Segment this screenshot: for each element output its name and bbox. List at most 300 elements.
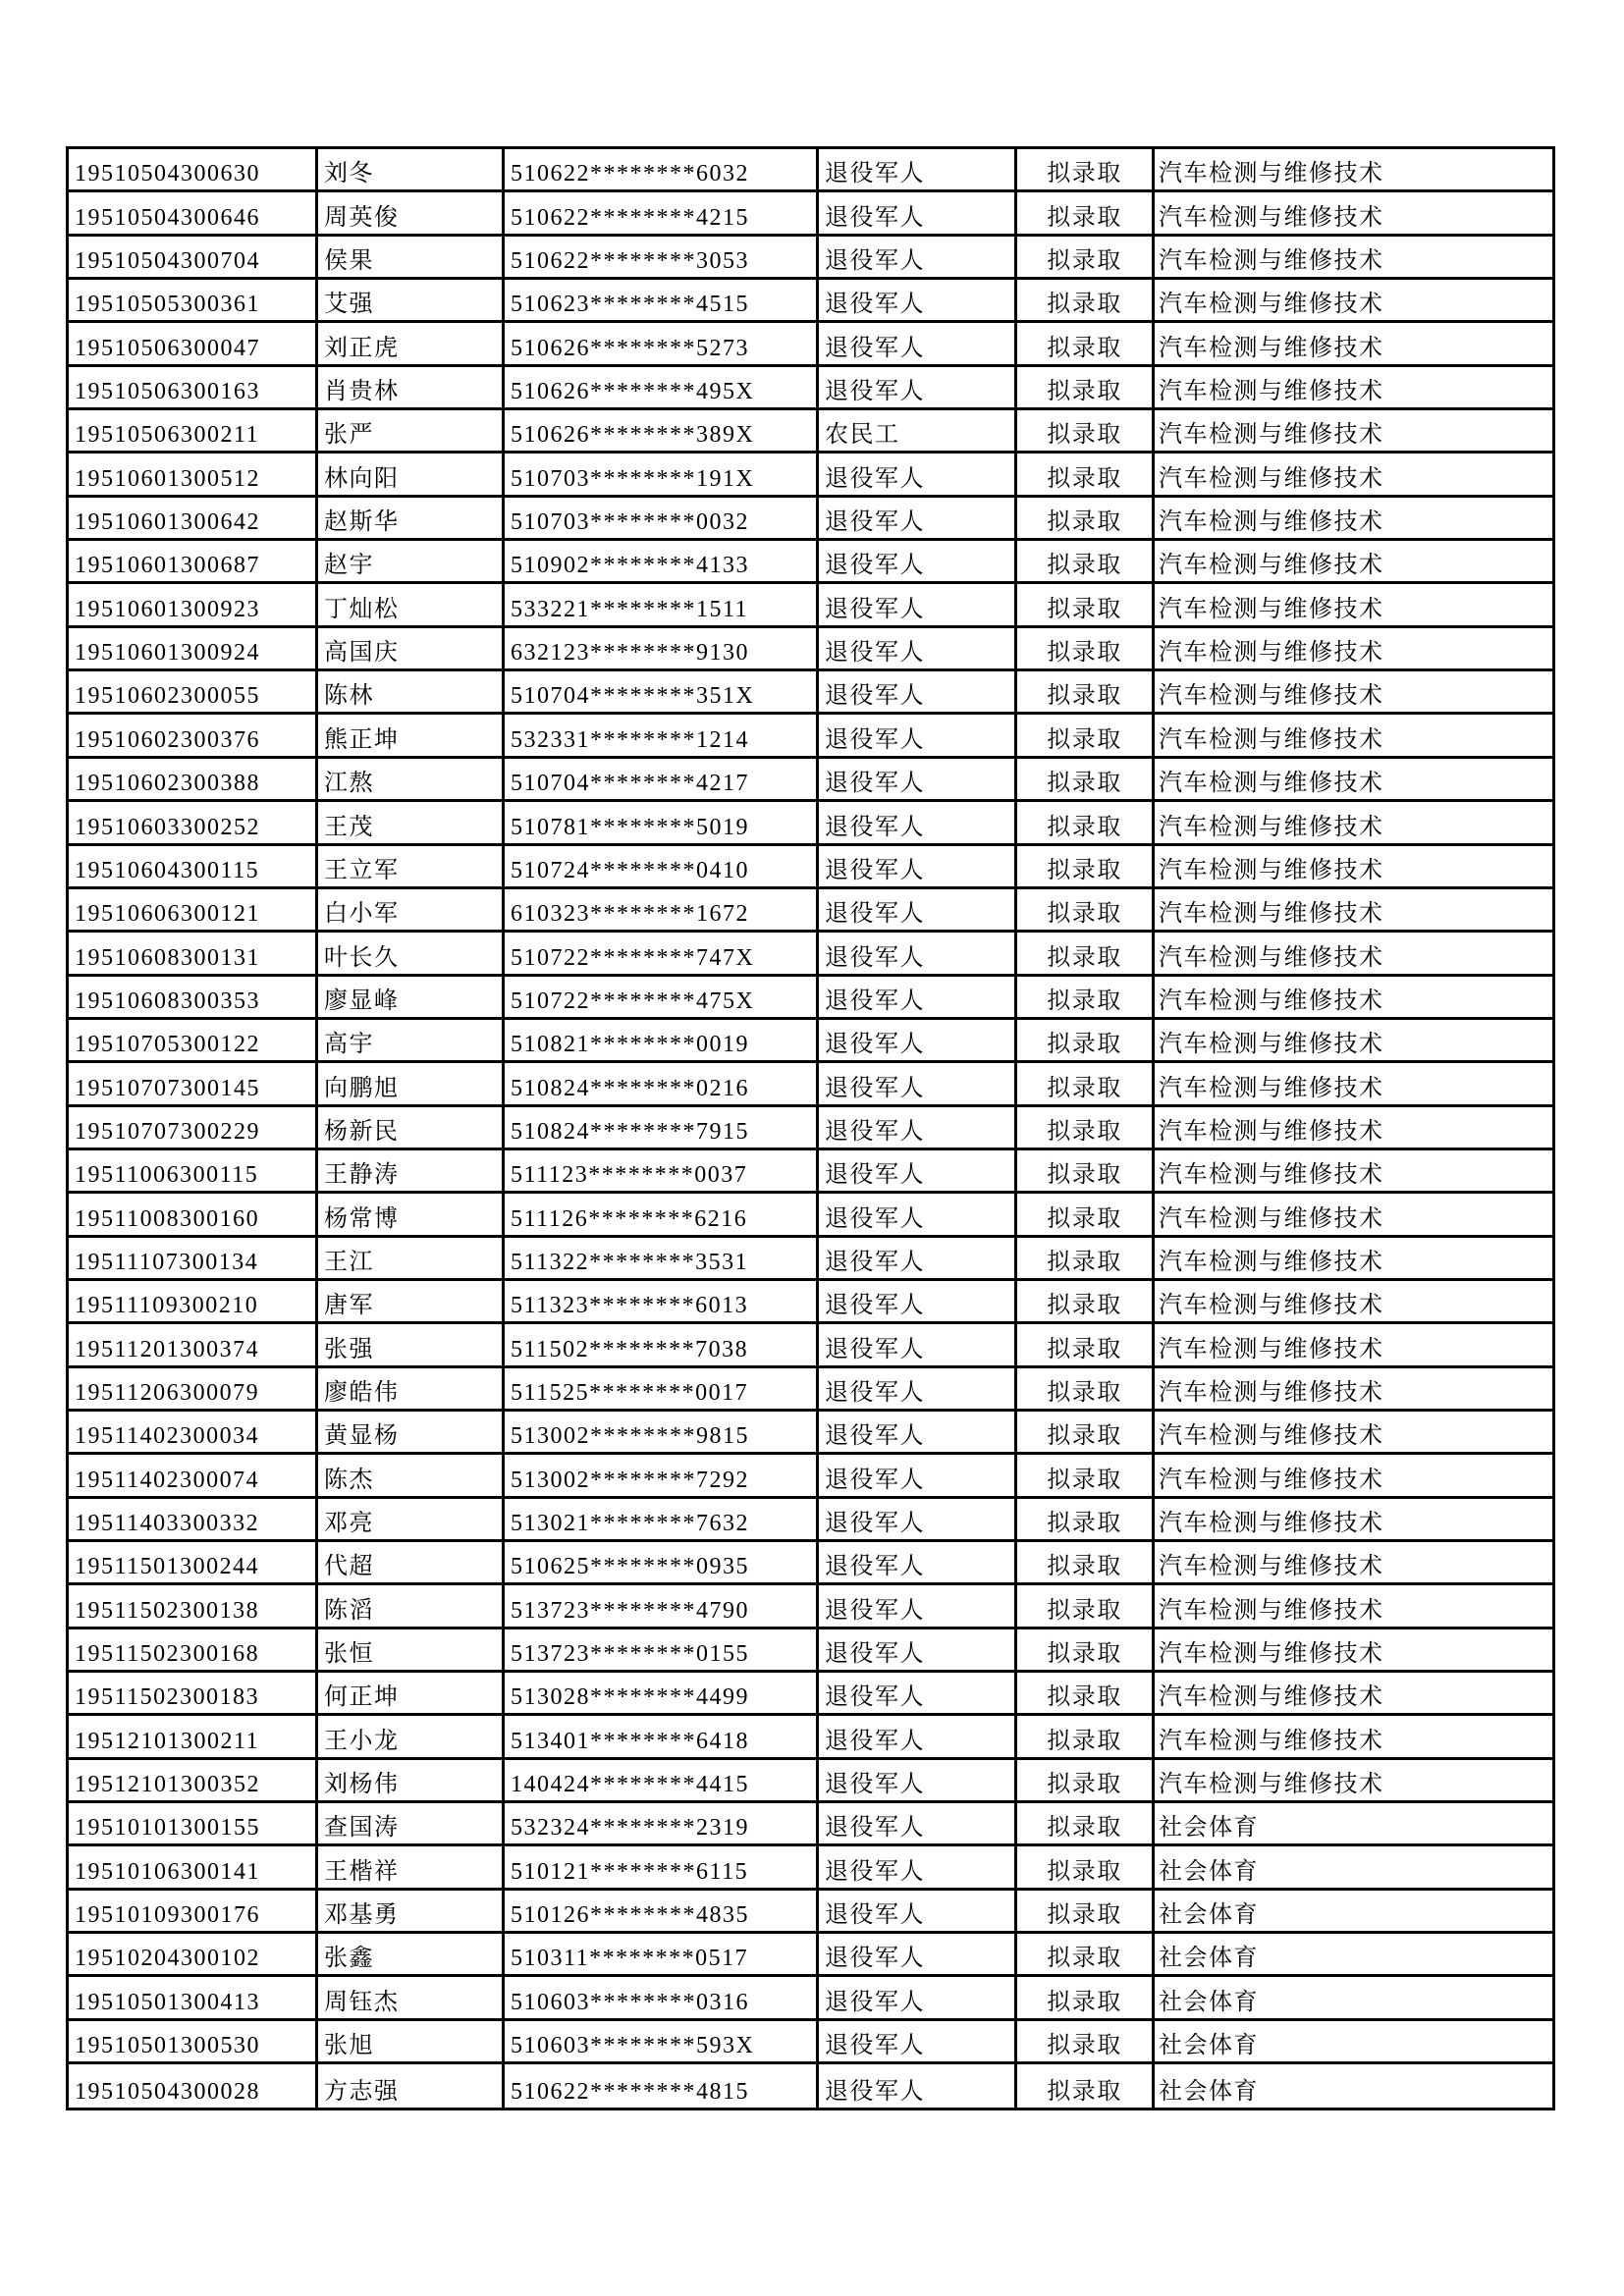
id-card-cell: 510703********191X <box>505 454 819 494</box>
id-card-cell: 510126********4835 <box>505 1891 819 1931</box>
major-cell: 汽车检测与维修技术 <box>1159 465 1384 492</box>
table-row <box>69 1499 1552 1542</box>
id-card-cell: 510626********495X <box>505 367 819 407</box>
id-card-cell: 510703********0032 <box>505 498 819 538</box>
major-cell: 汽车检测与维修技术 <box>1159 379 1384 405</box>
status-cell: 拟录取 <box>1017 846 1155 886</box>
major-cell: 社会体育 <box>1159 1815 1259 1842</box>
major-cell: 汽车检测与维修技术 <box>1159 292 1384 318</box>
status-cell: 拟录取 <box>1017 1716 1155 1756</box>
category-cell: 退役军人 <box>819 1107 1017 1148</box>
exam-number-cell: 19510504300028 <box>69 2064 318 2108</box>
table-row <box>69 1803 1552 1846</box>
status-cell: 拟录取 <box>1017 1803 1155 1843</box>
name-cell: 黄显杨 <box>318 1412 505 1452</box>
name-cell: 江熬 <box>318 759 505 799</box>
status-cell: 拟录取 <box>1017 237 1155 277</box>
name-cell: 王江 <box>318 1238 505 1278</box>
category-cell: 退役军人 <box>819 280 1017 320</box>
major-cell: 汽车检测与维修技术 <box>1159 944 1384 971</box>
table-row <box>69 498 1552 541</box>
exam-number-cell: 19510101300155 <box>69 1803 318 1843</box>
table-row <box>69 1977 1552 2020</box>
status-cell: 拟录取 <box>1017 1194 1155 1234</box>
major-cell: 汽车检测与维修技术 <box>1159 726 1384 753</box>
category-cell: 退役军人 <box>819 802 1017 842</box>
category-cell: 退役军人 <box>819 1020 1017 1060</box>
name-cell: 方志强 <box>318 2064 505 2108</box>
category-cell: 退役军人 <box>819 149 1017 189</box>
name-cell: 王小龙 <box>318 1716 505 1756</box>
id-card-cell: 510625********0935 <box>505 1542 819 1582</box>
table-row <box>69 1846 1552 1890</box>
status-cell: 拟录取 <box>1017 541 1155 581</box>
id-card-cell: 140424********4415 <box>505 1760 819 1800</box>
name-cell: 王楷祥 <box>318 1846 505 1887</box>
status-cell: 拟录取 <box>1017 1846 1155 1887</box>
table-row <box>69 2064 1552 2108</box>
id-card-cell: 532331********1214 <box>505 715 819 755</box>
id-card-cell: 513401********6418 <box>505 1716 819 1756</box>
name-cell: 邓基勇 <box>318 1891 505 1931</box>
category-cell: 退役军人 <box>819 1150 1017 1191</box>
id-card-cell: 510622********6032 <box>505 149 819 189</box>
status-cell: 拟录取 <box>1017 1063 1155 1103</box>
exam-number-cell: 19511501300244 <box>69 1542 318 1582</box>
table-row <box>69 1412 1552 1455</box>
name-cell: 周钰杰 <box>318 1977 505 2017</box>
id-card-cell: 511502********7038 <box>505 1324 819 1364</box>
name-cell: 高国庆 <box>318 628 505 668</box>
status-cell: 拟录取 <box>1017 759 1155 799</box>
major-cell: 汽车检测与维修技术 <box>1159 1423 1384 1450</box>
name-cell: 张旭 <box>318 2021 505 2061</box>
name-cell: 张强 <box>318 1324 505 1364</box>
major-cell: 社会体育 <box>1159 1946 1259 1972</box>
status-cell: 拟录取 <box>1017 323 1155 363</box>
table-row <box>69 1934 1552 1977</box>
id-card-cell: 511123********0037 <box>505 1150 819 1191</box>
status-cell: 拟录取 <box>1017 367 1155 407</box>
id-card-cell: 510722********475X <box>505 977 819 1017</box>
name-cell: 张鑫 <box>318 1934 505 1974</box>
category-cell: 退役军人 <box>819 1324 1017 1364</box>
status-cell: 拟录取 <box>1017 410 1155 451</box>
id-card-cell: 513723********4790 <box>505 1585 819 1626</box>
name-cell: 王立军 <box>318 846 505 886</box>
exam-number-cell: 19510604300115 <box>69 846 318 886</box>
status-cell: 拟录取 <box>1017 498 1155 538</box>
name-cell: 熊正坤 <box>318 715 505 755</box>
exam-number-cell: 19510705300122 <box>69 1020 318 1060</box>
category-cell: 退役军人 <box>819 1455 1017 1495</box>
status-cell: 拟录取 <box>1017 149 1155 189</box>
table-row <box>69 802 1552 845</box>
major-cell: 汽车检测与维修技术 <box>1159 204 1384 231</box>
table-row <box>69 846 1552 889</box>
id-card-cell: 532324********2319 <box>505 1803 819 1843</box>
category-cell: 退役军人 <box>819 628 1017 668</box>
table-row <box>69 280 1552 323</box>
status-cell: 拟录取 <box>1017 1760 1155 1800</box>
id-card-cell: 510622********4815 <box>505 2064 819 2108</box>
id-card-cell: 513002********7292 <box>505 1455 819 1495</box>
exam-number-cell: 19510707300229 <box>69 1107 318 1148</box>
name-cell: 向鹏旭 <box>318 1063 505 1103</box>
major-cell: 汽车检测与维修技术 <box>1159 1205 1384 1232</box>
exam-number-cell: 19511502300183 <box>69 1673 318 1713</box>
exam-number-cell: 19511403300332 <box>69 1499 318 1539</box>
category-cell: 退役军人 <box>819 1238 1017 1278</box>
category-cell: 退役军人 <box>819 192 1017 233</box>
exam-number-cell: 19510608300353 <box>69 977 318 1017</box>
id-card-cell: 510824********7915 <box>505 1107 819 1148</box>
category-cell: 退役军人 <box>819 1194 1017 1234</box>
id-card-cell: 510902********4133 <box>505 541 819 581</box>
exam-number-cell: 19510501300530 <box>69 2021 318 2061</box>
exam-number-cell: 19510504300646 <box>69 192 318 233</box>
major-cell: 汽车检测与维修技术 <box>1159 1597 1384 1624</box>
category-cell: 退役军人 <box>819 1760 1017 1800</box>
table-row <box>69 1063 1552 1106</box>
exam-number-cell: 19512101300352 <box>69 1760 318 1800</box>
name-cell: 刘杨伟 <box>318 1760 505 1800</box>
major-cell: 汽车检测与维修技术 <box>1159 640 1384 667</box>
table-row <box>69 933 1552 976</box>
id-card-cell: 510603********593X <box>505 2021 819 2061</box>
table-row <box>69 367 1552 410</box>
exam-number-cell: 19510505300361 <box>69 280 318 320</box>
table-row <box>69 715 1552 758</box>
table-row <box>69 1194 1552 1237</box>
category-cell: 退役军人 <box>819 1803 1017 1843</box>
status-cell: 拟录取 <box>1017 802 1155 842</box>
name-cell: 代超 <box>318 1542 505 1582</box>
category-cell: 退役军人 <box>819 1585 1017 1626</box>
table-row <box>69 1281 1552 1324</box>
status-cell: 拟录取 <box>1017 1150 1155 1191</box>
id-card-cell: 510724********0410 <box>505 846 819 886</box>
major-cell: 汽车检测与维修技术 <box>1159 1511 1384 1536</box>
id-card-cell: 533221********1511 <box>505 584 819 624</box>
major-cell: 社会体育 <box>1159 2079 1259 2106</box>
category-cell: 退役军人 <box>819 671 1017 712</box>
exam-number-cell: 19511502300168 <box>69 1629 318 1670</box>
table-row <box>69 1716 1552 1759</box>
name-cell: 肖贵林 <box>318 367 505 407</box>
name-cell: 杨新民 <box>318 1107 505 1148</box>
exam-number-cell: 19511107300134 <box>69 1238 318 1278</box>
id-card-cell: 510121********6115 <box>505 1846 819 1887</box>
major-cell: 汽车检测与维修技术 <box>1159 1336 1384 1362</box>
category-cell: 退役军人 <box>819 498 1017 538</box>
status-cell: 拟录取 <box>1017 977 1155 1017</box>
status-cell: 拟录取 <box>1017 1238 1155 1278</box>
status-cell: 拟录取 <box>1017 192 1155 233</box>
id-card-cell: 610323********1672 <box>505 889 819 930</box>
major-cell: 汽车检测与维修技术 <box>1159 814 1384 840</box>
category-cell: 退役军人 <box>819 1891 1017 1931</box>
exam-number-cell: 19510506300211 <box>69 410 318 451</box>
category-cell: 退役军人 <box>819 1846 1017 1887</box>
category-cell: 退役军人 <box>819 933 1017 973</box>
category-cell: 退役军人 <box>819 541 1017 581</box>
major-cell: 汽车检测与维修技术 <box>1159 901 1384 928</box>
id-card-cell: 511322********3531 <box>505 1238 819 1278</box>
id-card-cell: 510626********5273 <box>505 323 819 363</box>
id-card-cell: 510704********351X <box>505 671 819 712</box>
table-row <box>69 1585 1552 1629</box>
exam-number-cell: 19511008300160 <box>69 1194 318 1234</box>
exam-number-cell: 19510707300145 <box>69 1063 318 1103</box>
table-row <box>69 1891 1552 1934</box>
major-cell: 汽车检测与维修技术 <box>1159 596 1384 622</box>
table-row <box>69 671 1552 715</box>
category-cell: 退役军人 <box>819 1499 1017 1539</box>
category-cell: 农民工 <box>819 410 1017 451</box>
name-cell: 刘冬 <box>318 149 505 189</box>
name-cell: 艾强 <box>318 280 505 320</box>
category-cell: 退役军人 <box>819 1629 1017 1670</box>
name-cell: 赵宇 <box>318 541 505 581</box>
category-cell: 退役军人 <box>819 1542 1017 1582</box>
major-cell: 汽车检测与维修技术 <box>1159 553 1384 579</box>
status-cell: 拟录取 <box>1017 671 1155 712</box>
major-cell: 汽车检测与维修技术 <box>1159 1684 1384 1711</box>
category-cell: 退役军人 <box>819 1977 1017 2017</box>
category-cell: 退役军人 <box>819 1934 1017 1974</box>
table-row <box>69 584 1552 627</box>
table-row <box>69 1760 1552 1803</box>
name-cell: 侯果 <box>318 237 505 277</box>
category-cell: 退役军人 <box>819 889 1017 930</box>
status-cell: 拟录取 <box>1017 1673 1155 1713</box>
category-cell: 退役军人 <box>819 2021 1017 2061</box>
exam-number-cell: 19512101300211 <box>69 1716 318 1756</box>
status-cell: 拟录取 <box>1017 1585 1155 1626</box>
id-card-cell: 632123********9130 <box>505 628 819 668</box>
name-cell: 廖显峰 <box>318 977 505 1017</box>
status-cell: 拟录取 <box>1017 1934 1155 1974</box>
name-cell: 白小军 <box>318 889 505 930</box>
table-row <box>69 1020 1552 1063</box>
exam-number-cell: 19510601300924 <box>69 628 318 668</box>
status-cell: 拟录取 <box>1017 2021 1155 2061</box>
category-cell: 退役军人 <box>819 2064 1017 2108</box>
major-cell: 汽车检测与维修技术 <box>1159 1728 1384 1754</box>
status-cell: 拟录取 <box>1017 715 1155 755</box>
status-cell: 拟录取 <box>1017 1542 1155 1582</box>
major-cell: 社会体育 <box>1159 1902 1259 1929</box>
category-cell: 退役军人 <box>819 1063 1017 1103</box>
id-card-cell: 513021********7632 <box>505 1499 819 1539</box>
category-cell: 退役军人 <box>819 454 1017 494</box>
major-cell: 汽车检测与维修技术 <box>1159 335 1384 361</box>
id-card-cell: 510821********0019 <box>505 1020 819 1060</box>
name-cell: 赵斯华 <box>318 498 505 538</box>
status-cell: 拟录取 <box>1017 1368 1155 1409</box>
status-cell: 拟录取 <box>1017 1324 1155 1364</box>
major-cell: 汽车检测与维修技术 <box>1159 1293 1384 1319</box>
id-card-cell: 510622********4215 <box>505 192 819 233</box>
category-cell: 退役军人 <box>819 715 1017 755</box>
name-cell: 张严 <box>318 410 505 451</box>
exam-number-cell: 19511502300138 <box>69 1585 318 1626</box>
major-cell: 社会体育 <box>1159 2033 1259 2059</box>
name-cell: 刘正虎 <box>318 323 505 363</box>
exam-number-cell: 19511201300374 <box>69 1324 318 1364</box>
major-cell: 汽车检测与维修技术 <box>1159 857 1384 883</box>
id-card-cell: 511126********6216 <box>505 1194 819 1234</box>
category-cell: 退役军人 <box>819 1281 1017 1321</box>
status-cell: 拟录取 <box>1017 933 1155 973</box>
table-row <box>69 541 1552 584</box>
exam-number-cell: 19510601300923 <box>69 584 318 624</box>
category-cell: 退役军人 <box>819 367 1017 407</box>
category-cell: 退役军人 <box>819 759 1017 799</box>
table-row <box>69 889 1552 933</box>
exam-number-cell: 19510603300252 <box>69 802 318 842</box>
table-row <box>69 1455 1552 1498</box>
major-cell: 汽车检测与维修技术 <box>1159 1467 1384 1493</box>
exam-number-cell: 19510602300388 <box>69 759 318 799</box>
status-cell: 拟录取 <box>1017 1107 1155 1148</box>
major-cell: 汽车检测与维修技术 <box>1159 422 1384 449</box>
id-card-cell: 510824********0216 <box>505 1063 819 1103</box>
major-cell: 汽车检测与维修技术 <box>1159 509 1384 536</box>
id-card-cell: 513002********9815 <box>505 1412 819 1452</box>
name-cell: 王静涛 <box>318 1150 505 1191</box>
major-cell: 汽车检测与维修技术 <box>1159 1075 1384 1101</box>
admission-table <box>66 146 1555 2110</box>
name-cell: 唐军 <box>318 1281 505 1321</box>
category-cell: 退役军人 <box>819 1368 1017 1409</box>
table-row <box>69 628 1552 671</box>
status-cell: 拟录取 <box>1017 628 1155 668</box>
major-cell: 汽车检测与维修技术 <box>1159 161 1384 187</box>
table-row <box>69 1238 1552 1281</box>
status-cell: 拟录取 <box>1017 1891 1155 1931</box>
name-cell: 查国涛 <box>318 1803 505 1843</box>
table-row <box>69 149 1552 192</box>
name-cell: 叶长久 <box>318 933 505 973</box>
name-cell: 陈滔 <box>318 1585 505 1626</box>
major-cell: 汽车检测与维修技术 <box>1159 248 1384 275</box>
exam-number-cell: 19511206300079 <box>69 1368 318 1409</box>
status-cell: 拟录取 <box>1017 1977 1155 2017</box>
exam-number-cell: 19511402300034 <box>69 1412 318 1452</box>
status-cell: 拟录取 <box>1017 1455 1155 1495</box>
exam-number-cell: 19510506300047 <box>69 323 318 363</box>
status-cell: 拟录取 <box>1017 1412 1155 1452</box>
major-cell: 社会体育 <box>1159 1858 1259 1885</box>
status-cell: 拟录取 <box>1017 454 1155 494</box>
name-cell: 杨常博 <box>318 1194 505 1234</box>
major-cell: 汽车检测与维修技术 <box>1159 771 1384 797</box>
table-row <box>69 1150 1552 1194</box>
id-card-cell: 513028********4499 <box>505 1673 819 1713</box>
table-row <box>69 410 1552 454</box>
major-cell: 汽车检测与维修技术 <box>1159 1118 1384 1145</box>
status-cell: 拟录取 <box>1017 1499 1155 1539</box>
exam-number-cell: 19510106300141 <box>69 1846 318 1887</box>
exam-number-cell: 19511109300210 <box>69 1281 318 1321</box>
exam-number-cell: 19510601300642 <box>69 498 318 538</box>
name-cell: 陈杰 <box>318 1455 505 1495</box>
id-card-cell: 510722********747X <box>505 933 819 973</box>
major-cell: 汽车检测与维修技术 <box>1159 1772 1384 1798</box>
category-cell: 退役军人 <box>819 846 1017 886</box>
exam-number-cell: 19510504300630 <box>69 149 318 189</box>
id-card-cell: 511525********0017 <box>505 1368 819 1409</box>
exam-number-cell: 19510501300413 <box>69 1977 318 2017</box>
id-card-cell: 510623********4515 <box>505 280 819 320</box>
name-cell: 王茂 <box>318 802 505 842</box>
status-cell: 拟录取 <box>1017 280 1155 320</box>
table-row <box>69 2021 1552 2064</box>
table-row <box>69 454 1552 497</box>
id-card-cell: 511323********6013 <box>505 1281 819 1321</box>
exam-number-cell: 19510606300121 <box>69 889 318 930</box>
major-cell: 汽车检测与维修技术 <box>1159 1641 1384 1668</box>
category-cell: 退役军人 <box>819 1673 1017 1713</box>
name-cell: 周英俊 <box>318 192 505 233</box>
status-cell: 拟录取 <box>1017 889 1155 930</box>
exam-number-cell: 19511006300115 <box>69 1150 318 1191</box>
id-card-cell: 513723********0155 <box>505 1629 819 1670</box>
table-row <box>69 759 1552 802</box>
major-cell: 汽车检测与维修技术 <box>1159 1249 1384 1275</box>
major-cell: 汽车检测与维修技术 <box>1159 1032 1384 1058</box>
category-cell: 退役军人 <box>819 584 1017 624</box>
status-cell: 拟录取 <box>1017 1020 1155 1060</box>
name-cell: 高宇 <box>318 1020 505 1060</box>
exam-number-cell: 19510602300376 <box>69 715 318 755</box>
table-row <box>69 1629 1552 1673</box>
table-row <box>69 1324 1552 1367</box>
name-cell: 丁灿松 <box>318 584 505 624</box>
exam-number-cell: 19510506300163 <box>69 367 318 407</box>
table-row <box>69 1542 1552 1585</box>
id-card-cell: 510704********4217 <box>505 759 819 799</box>
category-cell: 退役军人 <box>819 977 1017 1017</box>
name-cell: 张恒 <box>318 1629 505 1670</box>
table-row <box>69 1673 1552 1716</box>
major-cell: 汽车检测与维修技术 <box>1159 1554 1384 1580</box>
id-card-cell: 510622********3053 <box>505 237 819 277</box>
table-row <box>69 977 1552 1020</box>
name-cell: 何正坤 <box>318 1673 505 1713</box>
exam-number-cell: 19510109300176 <box>69 1891 318 1931</box>
status-cell: 拟录取 <box>1017 1281 1155 1321</box>
major-cell: 汽车检测与维修技术 <box>1159 1379 1384 1406</box>
table-row <box>69 1107 1552 1150</box>
exam-number-cell: 19510602300055 <box>69 671 318 712</box>
status-cell: 拟录取 <box>1017 584 1155 624</box>
table-row <box>69 237 1552 280</box>
table-row <box>69 1368 1552 1412</box>
name-cell: 林向阳 <box>318 454 505 494</box>
name-cell: 廖皓伟 <box>318 1368 505 1409</box>
major-cell: 汽车检测与维修技术 <box>1159 988 1384 1014</box>
category-cell: 退役军人 <box>819 1716 1017 1756</box>
exam-number-cell: 19510608300131 <box>69 933 318 973</box>
category-cell: 退役军人 <box>819 323 1017 363</box>
category-cell: 退役军人 <box>819 1412 1017 1452</box>
exam-number-cell: 19511402300074 <box>69 1455 318 1495</box>
status-cell: 拟录取 <box>1017 2064 1155 2108</box>
table-row <box>69 192 1552 236</box>
